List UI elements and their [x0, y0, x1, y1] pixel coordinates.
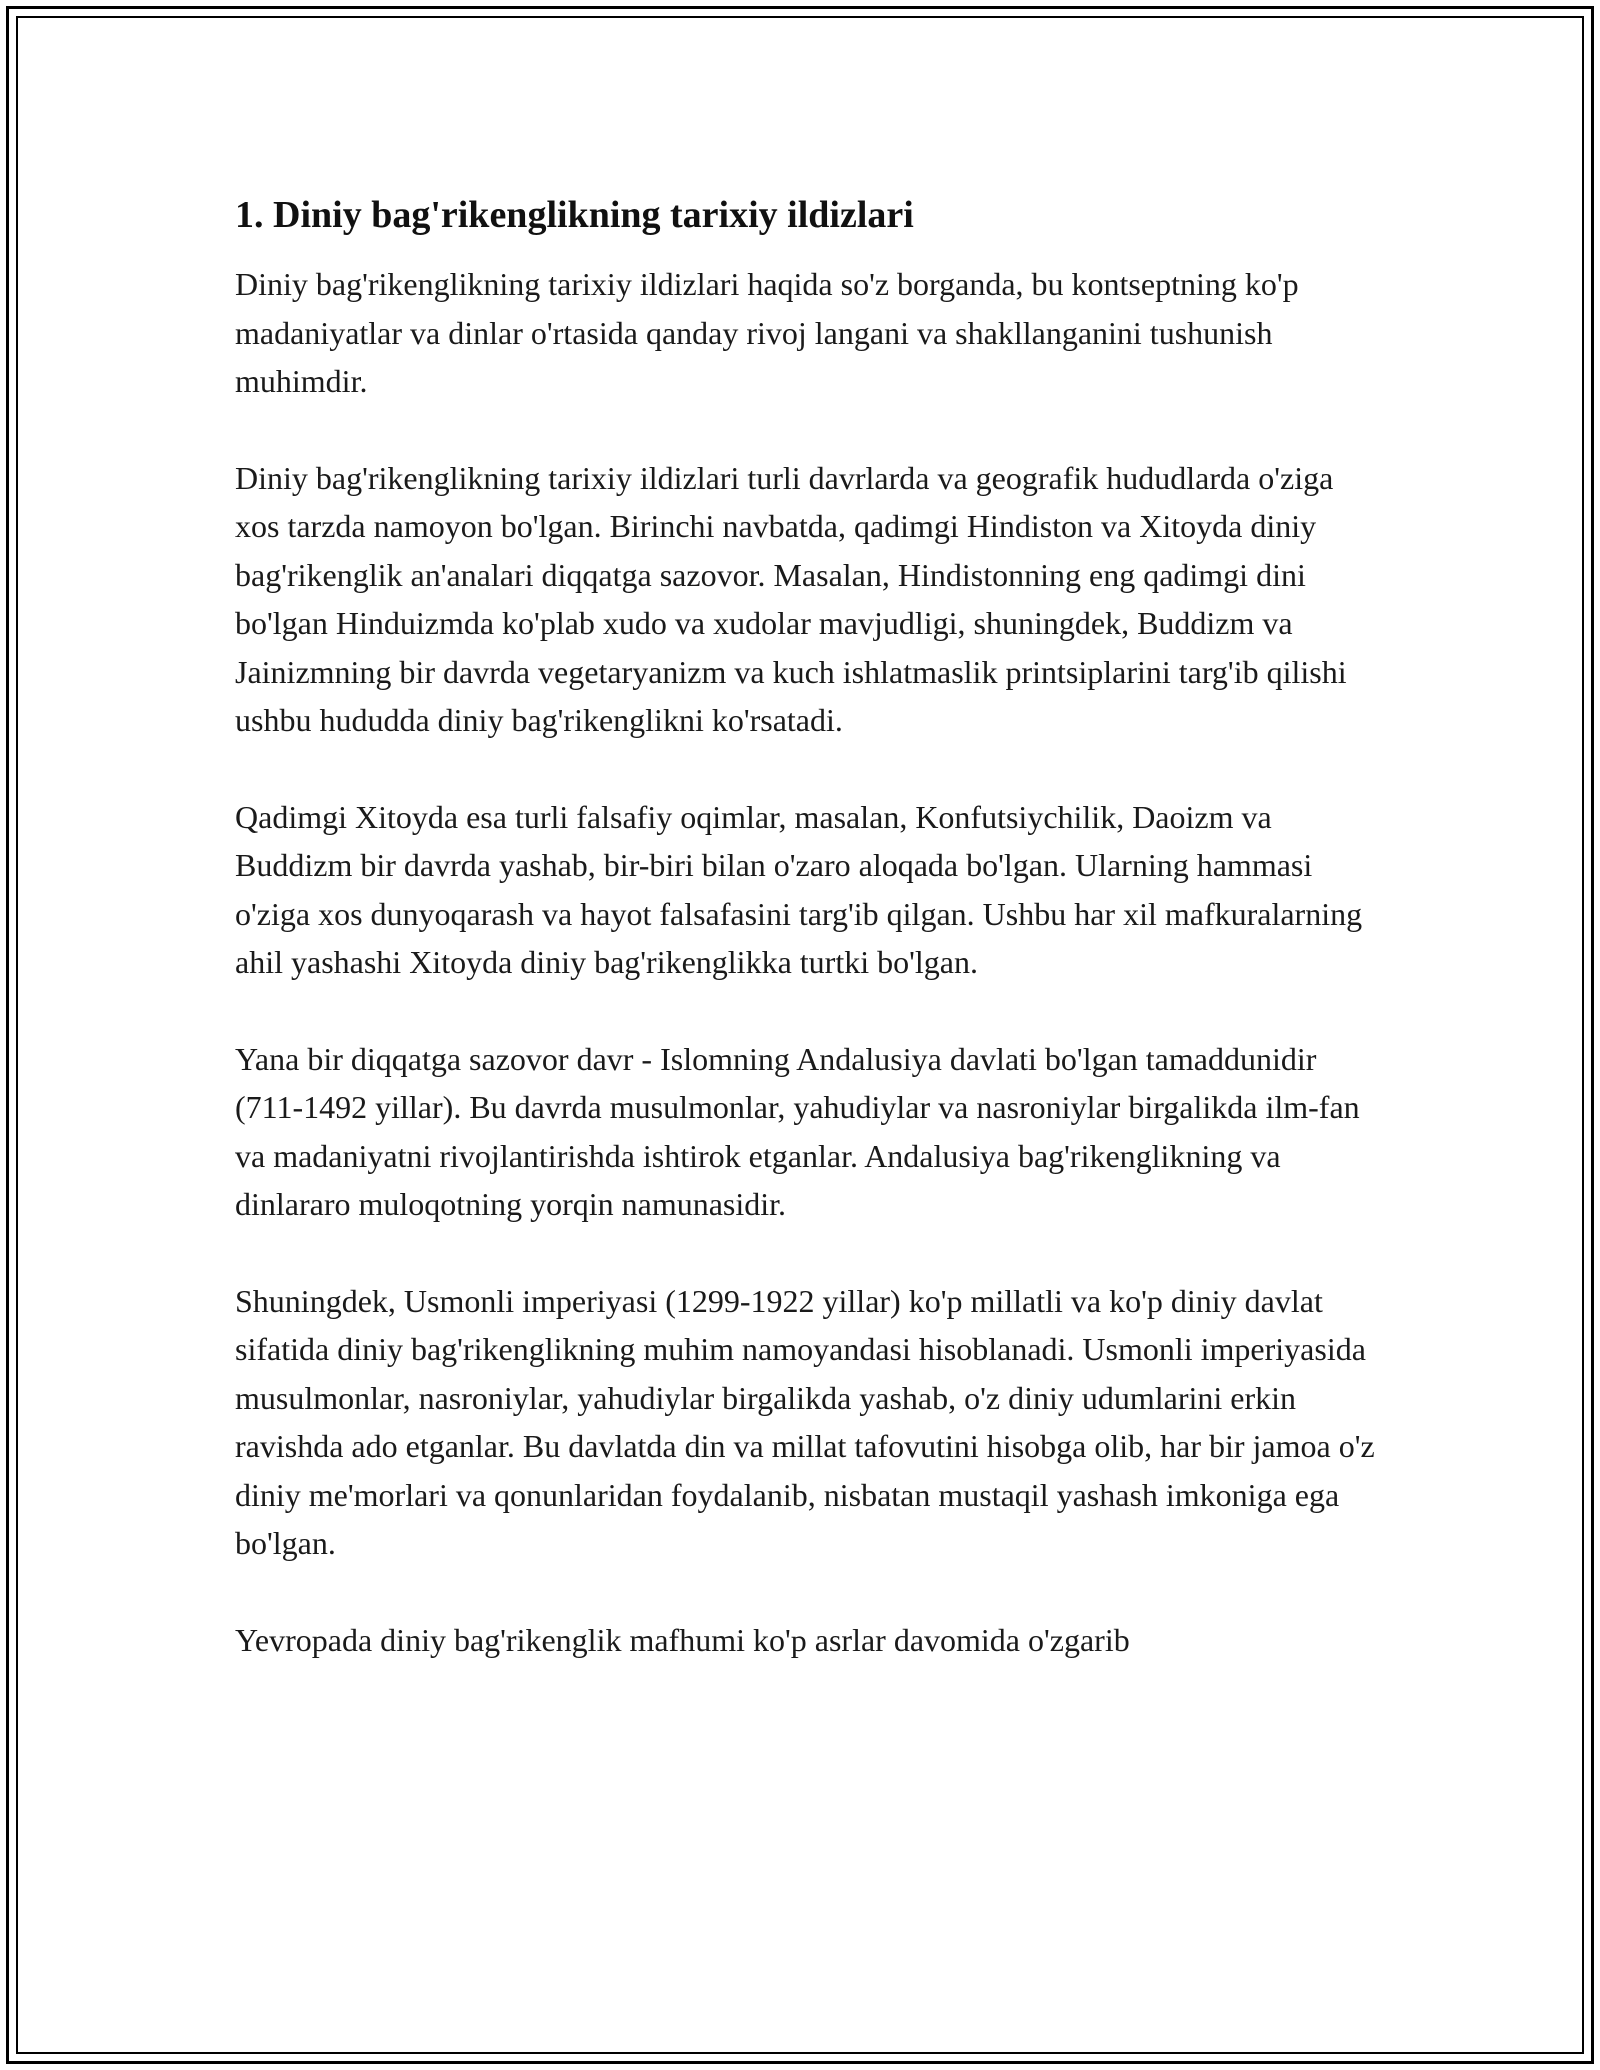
paragraph-ancient-china: Qadimgi Xitoyda esa turli falsafiy oqimlar, masalan, Konfutsiychilik, Daoizm va Buddizm bir davrda yashab, bir-biri bilan o'zaro aloqada bo'lgan. Ularning hammasi o'ziga xos dunyoqarash va hayot falsafasini targ'ib qilgan. Ushbu har xil mafkuralarning ahil yashashi Xitoyda diniy bag'rikenglikka turtki bo'lgan. [235, 798, 1363, 980]
paragraph-europe: Yevropada diniy bag'rikenglik mafhumi ko'p asrlar davomida o'zgarib [235, 1621, 1130, 1658]
section-title: 1. Diniy bag'rikenglikning tarixiy ildizlari [235, 194, 914, 236]
paragraph-intro: Diniy bag'rikenglikning tarixiy ildizlari haqida so'z borganda, bu kontseptning ko'p madaniyatlar va dinlar o'rtasida qanday rivoj langani va shakllanganini tushunish muhimdir. [235, 266, 1299, 399]
paragraph-india-china: Diniy bag'rikenglikning tarixiy ildizlari turli davrlarda va geografik hududlarda o'ziga xos tarzda namoyon bo'lgan. Birinchi navbatda, qadimgi Hindiston va Xitoyda diniy bag'rikenglik an'analari diqqatga sazovor. Masalan, Hindistonning eng qadimgi dini bo'lgan Hinduizmda ko'plab xudo va xudolar mavjudligi, shuningdek, Buddizm va Jainizmning bir davrda vegetaryanizm va kuch ishlatmaslik printsiplarini targ'ib qilishi ushbu hududda diniy bag'rikenglikni ko'rsatadi. [235, 459, 1347, 738]
paragraph-ottoman-empire: Shuningdek, Usmonli imperiyasi (1299-1922 yillar) ko'p millatli va ko'p diniy davlat sifatida diniy bag'rikenglikning muhim namoyandasi hisoblanadi. Usmonli imperiyasida musulmonlar, nasroniylar, yahudiylar birgalikda yashab, o'z diniy udumlarini erkin ravishda ado etganlar. Bu davlatda din va millat tafovutini hisobga olib, har bir jamoa o'z diniy me'morlari va qonunlaridan foydalanib, nisbatan mustaqil yashash imkoniga ega bo'lgan. [235, 1282, 1375, 1561]
document-body [235, 188, 1375, 1712]
paragraph-andalusia: Yana bir diqqatga sazovor davr - Islomning Andalusiya davlati bo'lgan tamaddunidir (711-1492 yillar). Bu davrda musulmonlar, yahudiylar va nasroniylar birgalikda ilm-fan va madaniyatni rivojlantirishda ishtirok etganlar. Andalusiya bag'rikenglikning va dinlararo muloqotning yorqin namunasidir. [235, 1040, 1360, 1222]
